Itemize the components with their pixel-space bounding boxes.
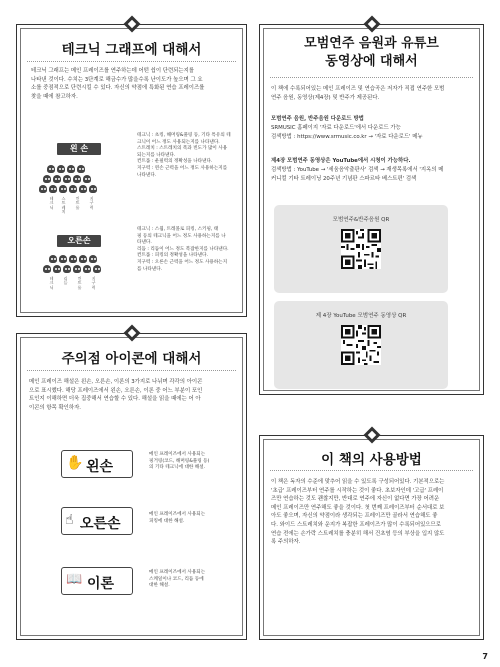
right-hand-icon (61, 507, 133, 535)
audio-qr-label: 모범연주&반주음원 QR (332, 217, 390, 223)
left-hand-icon-label: 왼손 (86, 459, 114, 475)
caution-title: 주의점 아이콘에 대해서 (61, 351, 202, 367)
qr-code-icon[interactable] (341, 325, 381, 365)
right-hand-badge: 오른손 (57, 235, 101, 247)
caution-panel (16, 333, 247, 640)
right-hand-icon-description: 메인 프레이즈에서 사용되는 피킹에 대한 해설. (149, 512, 206, 524)
right-hand-description: 테크닉 : 스윕, 트레몰로 피킹, 스키핑, 태 핑 등의 테크닉을 어느 정도 사용하는지를 나 타낸다. 리듬 : 리듬이 어느 정도 복잡한지를 나타낸다. 컨트롤 : 피킹의 정확성을 나타낸다. 지구력 : 오른손 근력을 어느 정도 사용하는지 를 나타낸다. (137, 227, 229, 272)
title-divider (270, 77, 473, 78)
finger-label: 테크닉 (49, 196, 54, 210)
skull-icon (47, 165, 55, 173)
pin-icon (123, 16, 140, 33)
page-number: 7 (482, 652, 488, 661)
book-icon: 📖 (66, 572, 83, 587)
pin-icon (123, 325, 140, 342)
finger-label: 컨트롤 (75, 196, 80, 210)
title-divider (27, 61, 236, 62)
usage-title: 이 책의 사용방법 (321, 452, 422, 468)
title-divider (270, 470, 473, 471)
finger-label: 테크닉 (49, 276, 54, 290)
theory-icon-description: 메인 프레이즈에서 사용되는 스케일이나 코드, 리듬 등에 대한 해설. (149, 570, 206, 589)
right-hand-icon-label: 오른손 (80, 516, 121, 532)
technique-title: 테크닉 그래프에 대해서 (61, 42, 202, 58)
download-instructions: SRMUSIC 홈페이지 '자료 다운로드'에서 다운로드 가능 검색방법 : https://www.srmusic.co.kr → '자료 다운로드' 메뉴 (271, 125, 423, 140)
hand-icon: ☝ (65, 512, 74, 528)
finger-label: 컨트롤 (77, 276, 82, 290)
qr-code-icon[interactable] (341, 229, 381, 269)
technique-intro: 테크닉 그래프는 메인 프레이즈를 연주하는데 어떤 쉽이 단련되는지를 나타낸 것이다. 수치는 3단계로 해금수가 많을수록 난이도가 높으며 그 요 소를 중점적으로 단련시킬 수 있다. 자신의 약점에 특화된 연습 프레이즈를 찾을 때에 참고하자. (31, 68, 205, 100)
pin-icon (363, 427, 380, 444)
caution-intro: 메인 프레이즈 해설은 왼손, 오른손, 이론의 3가지로 나뉘며 각각의 아이콘 으로 표시했다. 해당 프레이즈에서 왼손, 오른손, 이론 중 어느 부분이 포인 트인지 이해하면 더욱 집중해서 연습할 수 있다. 해설을 읽을 때에는 어 아 이콘의 항목 확인하자. (29, 379, 203, 411)
youtube-instructions: 검색방법 : YouTube → '세움음악출판사' 검색 → 재생목록에서 '지옥의 메 커니컬 기타 트레이닝 20주년 기념판 스파르타 베스트편' 검색 (271, 167, 444, 182)
youtube-qr-label: 제 4장 YouTube 모범연주 동영상 QR (315, 313, 407, 319)
youtube-qr-card (274, 301, 448, 389)
left-hand-description: 테크닉 : 초킹, 해머링&풀링 등, 기타 특유의 테 크닉이 어느 정도 사용되는지를 나타낸다. 스트레치 : 스트레치의 폭과 빈도가 많이 사용 되는지를 나타낸다. 컨트롤 : 운필력의 정확성을 나타낸다. 지구력 : 왼손 근력을 어느 정도 사용하는지를 나타낸다. (137, 133, 231, 178)
finger-label: 지구력 (89, 196, 94, 210)
usage-body: 이 책은 독자의 수준에 맞추어 읽을 수 있도록 구성되어있다. 기본적으로는 '초급' 프레이즈부터 연주를 시작하는 것이 좋다. 초보자인데 '고급' 프레이 즈만 연습하는 것도 괜찮지만, 반대로 연주에 자신이 없다면 가장 어려운 메인 프레이즈만 연주해도 좋을 것이다. 첫 번째 프레이즈부터 순서대로 보 아도 좋으며, 자신의 약점이라 생각되는 프레이즈만 골라서 연습해도 좋 다. 와이드 스트레치와 운지가 복잡한 프레이즈가 많이 수록되어있으므로 연습 전에는 손가락 스트레치를 충분히 해서 건초염 등의 부상을 입지 않도 록 주의하자. (271, 479, 445, 546)
download-heading: 모범연주 음원, 반주음원 다운로드 방법 (271, 116, 364, 122)
hand-icon: ✋ (66, 455, 84, 471)
theory-icon (61, 567, 133, 595)
youtube-heading: 제4장 모범연주 동영상은 YouTube에서 시청이 가능하다. (271, 158, 411, 164)
finger-label: 스트레치 (61, 196, 66, 215)
title-divider (27, 370, 236, 371)
finger-label: 리듬 (63, 276, 68, 286)
audio-qr-card (274, 205, 448, 293)
left-hand-icon (61, 450, 133, 478)
audio-title: 모범연주 음원과 유튜브 동영상에 대해서 (304, 36, 439, 69)
pin-icon (363, 16, 380, 33)
finger-label: 지구력 (91, 276, 96, 290)
audio-intro: 이 책에 수록되어있는 메인 프레이즈 및 연습곡은 저자가 직접 연주한 모범 연주 음원, 동영상(제4장) 및 반주가 제공된다. (271, 86, 445, 101)
technique-panel (16, 24, 247, 317)
theory-icon-label: 이론 (87, 576, 115, 592)
left-hand-icon-description: 메인 프레이즈에서 사용되는 핑거링(코드, 해머링&풀링 등) 의 기타 테크닉에 대한 해설. (149, 452, 210, 471)
left-hand-badge: 왼 손 (57, 143, 101, 155)
usage-panel (259, 435, 484, 640)
